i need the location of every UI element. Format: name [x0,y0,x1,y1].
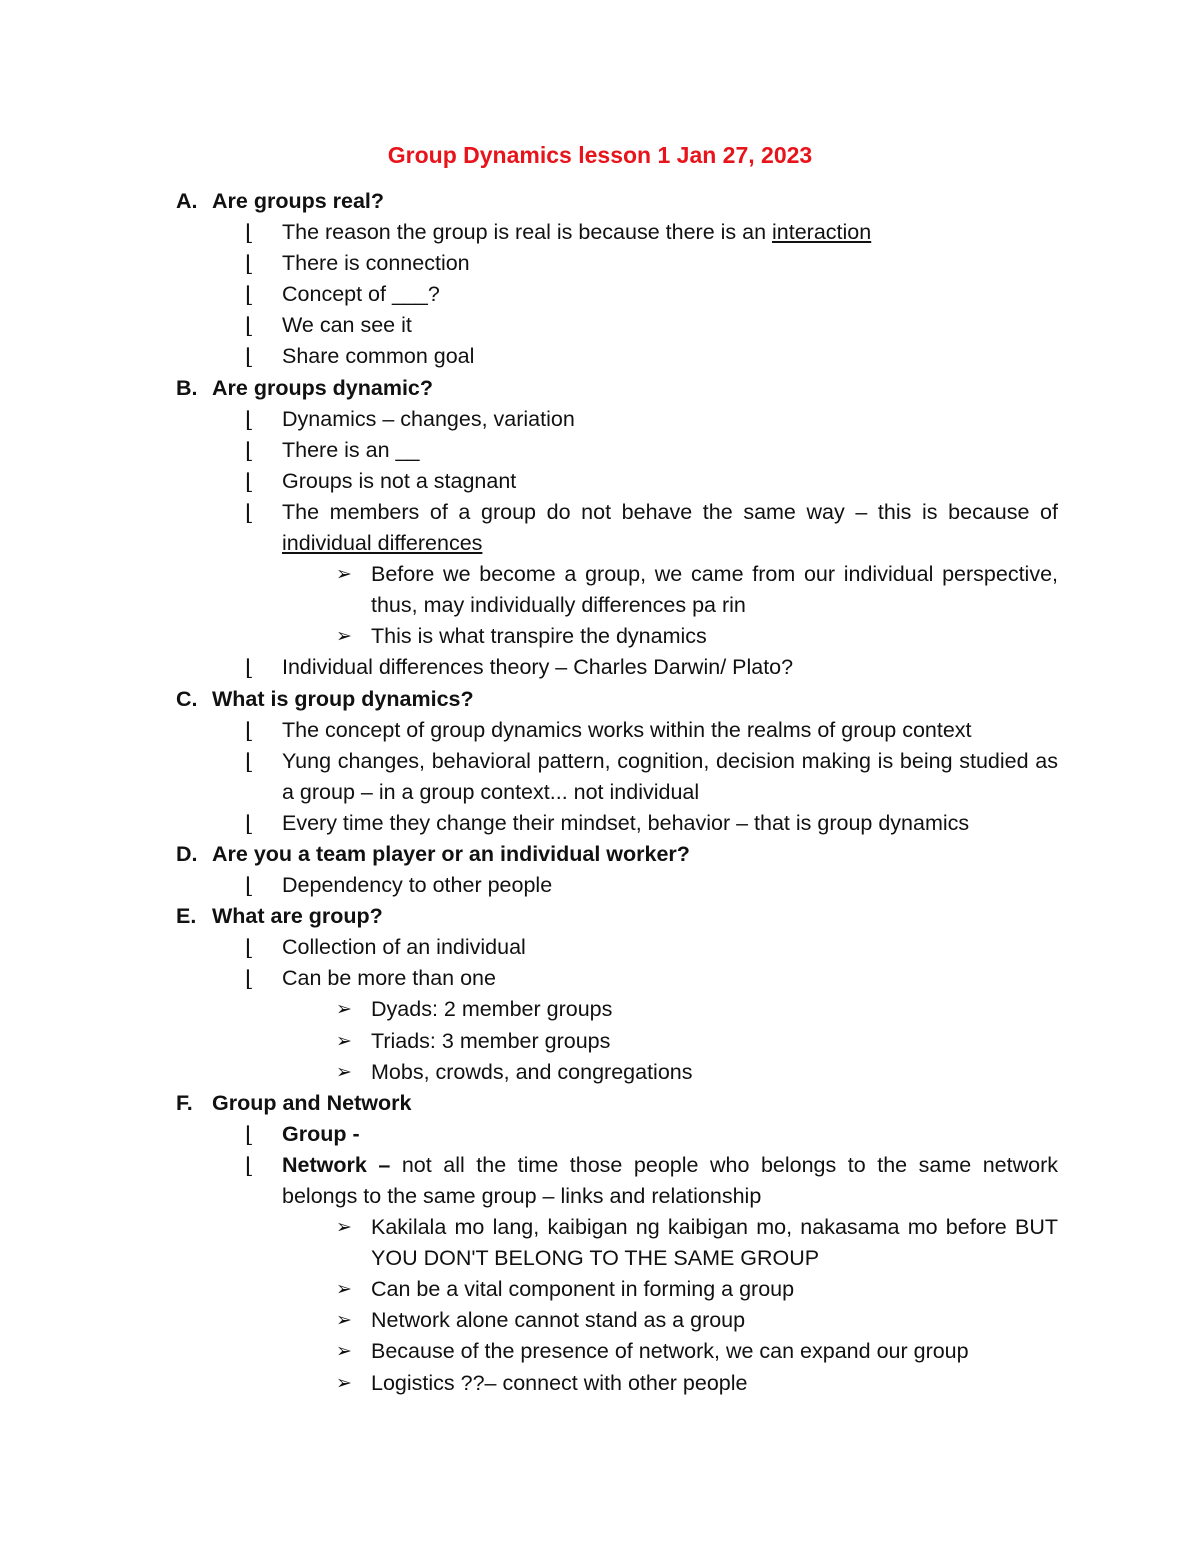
section-d-heading [176,839,1058,870]
list-item-text: Every time they change their mindset, behavior – that is group dynamics [282,810,970,835]
arrowhead-bullet-icon: ➢ [336,1309,352,1332]
list-item [245,435,1058,466]
arrowhead-bullet-icon: ➢ [336,625,352,648]
sub-list-item [336,1368,1058,1399]
list-item-text: Dynamics – changes, variation [282,406,575,431]
underlined-term-interaction: interaction [772,220,872,245]
underlined-term-individual-differences: individual differences [282,531,483,556]
list-item [245,808,1058,839]
sub-list-item-text: Mobs, crowds, and congregations [371,1059,693,1084]
sub-list-item-text: Can be a vital component in forming a group [371,1277,795,1302]
sub-list-item [336,1057,1058,1088]
bracket-bullet-icon: ⌊ [245,469,254,495]
list-item-term-group: Group - [282,1121,360,1146]
section-b-heading-text: Are groups dynamic? [212,375,434,400]
sub-list-item [336,559,1058,621]
sub-list-item [336,1336,1058,1367]
bracket-bullet-icon: ⌊ [245,221,254,247]
arrowhead-bullet-icon: ➢ [336,1029,352,1052]
bracket-bullet-icon: ⌊ [245,407,254,433]
arrowhead-bullet-icon: ➢ [336,1371,352,1394]
list-item [245,217,1058,248]
bracket-bullet-icon: ⌊ [245,314,254,340]
list-item [245,404,1058,435]
list-item [245,341,1058,372]
sub-list-item-text: Because of the presence of network, we can expand our group [371,1339,969,1364]
list-item [245,310,1058,341]
list-item [245,1119,1058,1150]
page-title: Group Dynamics lesson 1 Jan 27, 2023 [387,142,813,168]
list-item-text: We can see it [282,313,412,338]
bracket-bullet-icon: ⌊ [245,936,254,962]
bracket-bullet-icon: ⌊ [245,967,254,993]
section-c-heading [176,684,1058,715]
section-c-heading-text: What is group dynamics? [212,686,474,711]
sub-list-item-text: Logistics ??– connect with other people [371,1370,748,1395]
list-item-text: Yung changes, behavioral pattern, cognition, decision making is being studied as a group – in a group context... not individual [282,748,1058,804]
list-item-text: Concept of ___? [282,282,440,307]
section-d-letter: D. [176,841,198,866]
list-item-text: Share common goal [282,344,475,369]
bracket-bullet-icon: ⌊ [245,252,254,278]
list-item-text: Dependency to other people [282,873,553,898]
list-item-text: Individual differences theory – Charles Darwin/ Plato? [282,655,794,680]
section-e-letter: E. [176,904,197,929]
list-item-text: The members of a group do not behave the same way – this is because of [282,499,1058,524]
sub-list-item-text: Before we become a group, we came from our individual perspective, thus, may individually differences pa rin [371,562,1058,618]
section-f-heading [176,1088,1058,1119]
sub-list-item-text: Dyads: 2 member groups [371,997,613,1022]
list-item [245,279,1058,310]
bracket-bullet-icon: ⌊ [245,656,254,682]
sub-list-item [336,994,1058,1025]
sub-list-item [336,1274,1058,1305]
arrowhead-bullet-icon: ➢ [336,998,352,1021]
bracket-bullet-icon: ⌊ [245,718,254,744]
sub-list-item [336,1212,1058,1274]
list-item-text: The reason the group is real is because there is an [282,220,773,245]
list-item-text: There is connection [282,251,470,276]
list-item [245,466,1058,497]
arrowhead-bullet-icon: ➢ [336,1278,352,1301]
list-item [245,746,1058,808]
section-a-letter: A. [176,189,198,213]
sub-list-item [336,1305,1058,1336]
arrowhead-bullet-icon: ➢ [336,1216,352,1239]
arrowhead-bullet-icon: ➢ [336,1060,352,1083]
list-item-text: Can be more than one [282,966,496,991]
sub-list-item-text: Triads: 3 member groups [371,1028,611,1053]
section-d-heading-text: Are you a team player or an individual worker? [212,841,690,866]
section-b-heading [176,373,1058,404]
sub-list-item [336,1026,1058,1057]
section-e-heading [176,901,1058,932]
bracket-bullet-icon: ⌊ [245,438,254,464]
list-item-text: Groups is not a stagnant [282,468,517,493]
bracket-bullet-icon: ⌊ [245,811,254,837]
list-item-text: not all the time those people who belongs to the same network belongs to the same group – links and relationship [282,1152,1059,1208]
bracket-bullet-icon: ⌊ [245,749,254,775]
list-item [245,248,1058,279]
bracket-bullet-icon: ⌊ [245,345,254,371]
list-item [245,963,1058,994]
list-item [245,870,1058,901]
sub-list-item-text: This is what transpire the dynamics [371,624,707,649]
bracket-bullet-icon: ⌊ [245,500,254,526]
sub-list-item-text: Kakilala mo lang, kaibigan ng kaibigan mo, nakasama mo before BUT YOU DON'T BELONG TO THE SAME GROUP [371,1215,1058,1271]
section-b-letter: B. [176,375,198,400]
arrowhead-bullet-icon: ➢ [336,1340,352,1363]
list-item-text: The concept of group dynamics works within the realms of group context [282,717,972,742]
bracket-bullet-icon: ⌊ [245,283,254,309]
list-item [245,1150,1059,1212]
section-f-letter: F. [176,1090,193,1115]
section-a-heading [176,186,1058,217]
bracket-bullet-icon: ⌊ [245,1122,254,1148]
section-e-heading-text: What are group? [212,904,383,929]
list-item-text: There is an __ [282,437,420,462]
list-item-term-network: Network – [282,1152,391,1177]
section-f-heading-text: Group and Network [212,1090,412,1115]
section-c-letter: C. [176,686,198,711]
list-item [245,497,1058,559]
list-item-text: Collection of an individual [282,935,526,960]
sub-list-item [336,621,1058,652]
document-body [0,186,1200,1399]
section-a-heading-text: Are groups real? [212,189,385,213]
bracket-bullet-icon: ⌊ [245,874,254,900]
arrowhead-bullet-icon: ➢ [336,563,352,586]
list-item [245,715,1058,746]
sub-list-item-text: Network alone cannot stand as a group [371,1308,746,1333]
list-item [245,652,1058,683]
bracket-bullet-icon: ⌊ [245,1153,254,1179]
list-item [245,932,1058,963]
